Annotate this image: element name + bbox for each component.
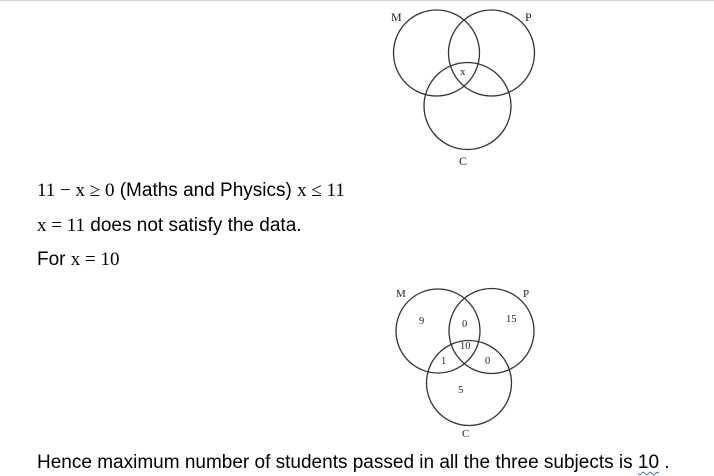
label-c: C bbox=[462, 428, 470, 440]
conclusion-value: 10 bbox=[637, 452, 660, 473]
inequality-expr: 11 − x ≥ 0 bbox=[37, 180, 115, 201]
circle-physics bbox=[449, 289, 534, 374]
inequality-result: x ≤ 11 bbox=[297, 180, 345, 201]
label-c: C bbox=[459, 154, 468, 168]
label-m: M bbox=[391, 10, 402, 24]
circle-maths bbox=[396, 289, 480, 373]
x10-text: For bbox=[37, 249, 71, 270]
x10-expr: x = 10 bbox=[70, 249, 120, 270]
inequality-text: (Maths and Physics) bbox=[114, 180, 298, 201]
region-p-only: 15 bbox=[506, 314, 517, 325]
label-m: M bbox=[396, 288, 406, 300]
conclusion-end: . bbox=[659, 452, 670, 473]
x11-text: does not satisfy the data. bbox=[85, 215, 302, 236]
region-m-and-p: 0 bbox=[462, 319, 468, 330]
region-p-and-c: 0 bbox=[485, 356, 491, 367]
conclusion-line bbox=[37, 452, 670, 474]
region-m-only: 9 bbox=[419, 316, 425, 327]
region-all-three: 10 bbox=[460, 341, 471, 352]
region-all-three: x bbox=[460, 66, 466, 78]
region-m-and-c: 1 bbox=[441, 356, 447, 367]
conclusion-text: Hence maximum number of students passed in all the three subjects is bbox=[37, 452, 638, 473]
label-p: P bbox=[525, 10, 532, 24]
region-c-only: 5 bbox=[458, 385, 464, 396]
x11-expr: x = 11 bbox=[37, 215, 86, 236]
circle-chemistry bbox=[427, 341, 512, 426]
label-p: P bbox=[523, 288, 530, 300]
